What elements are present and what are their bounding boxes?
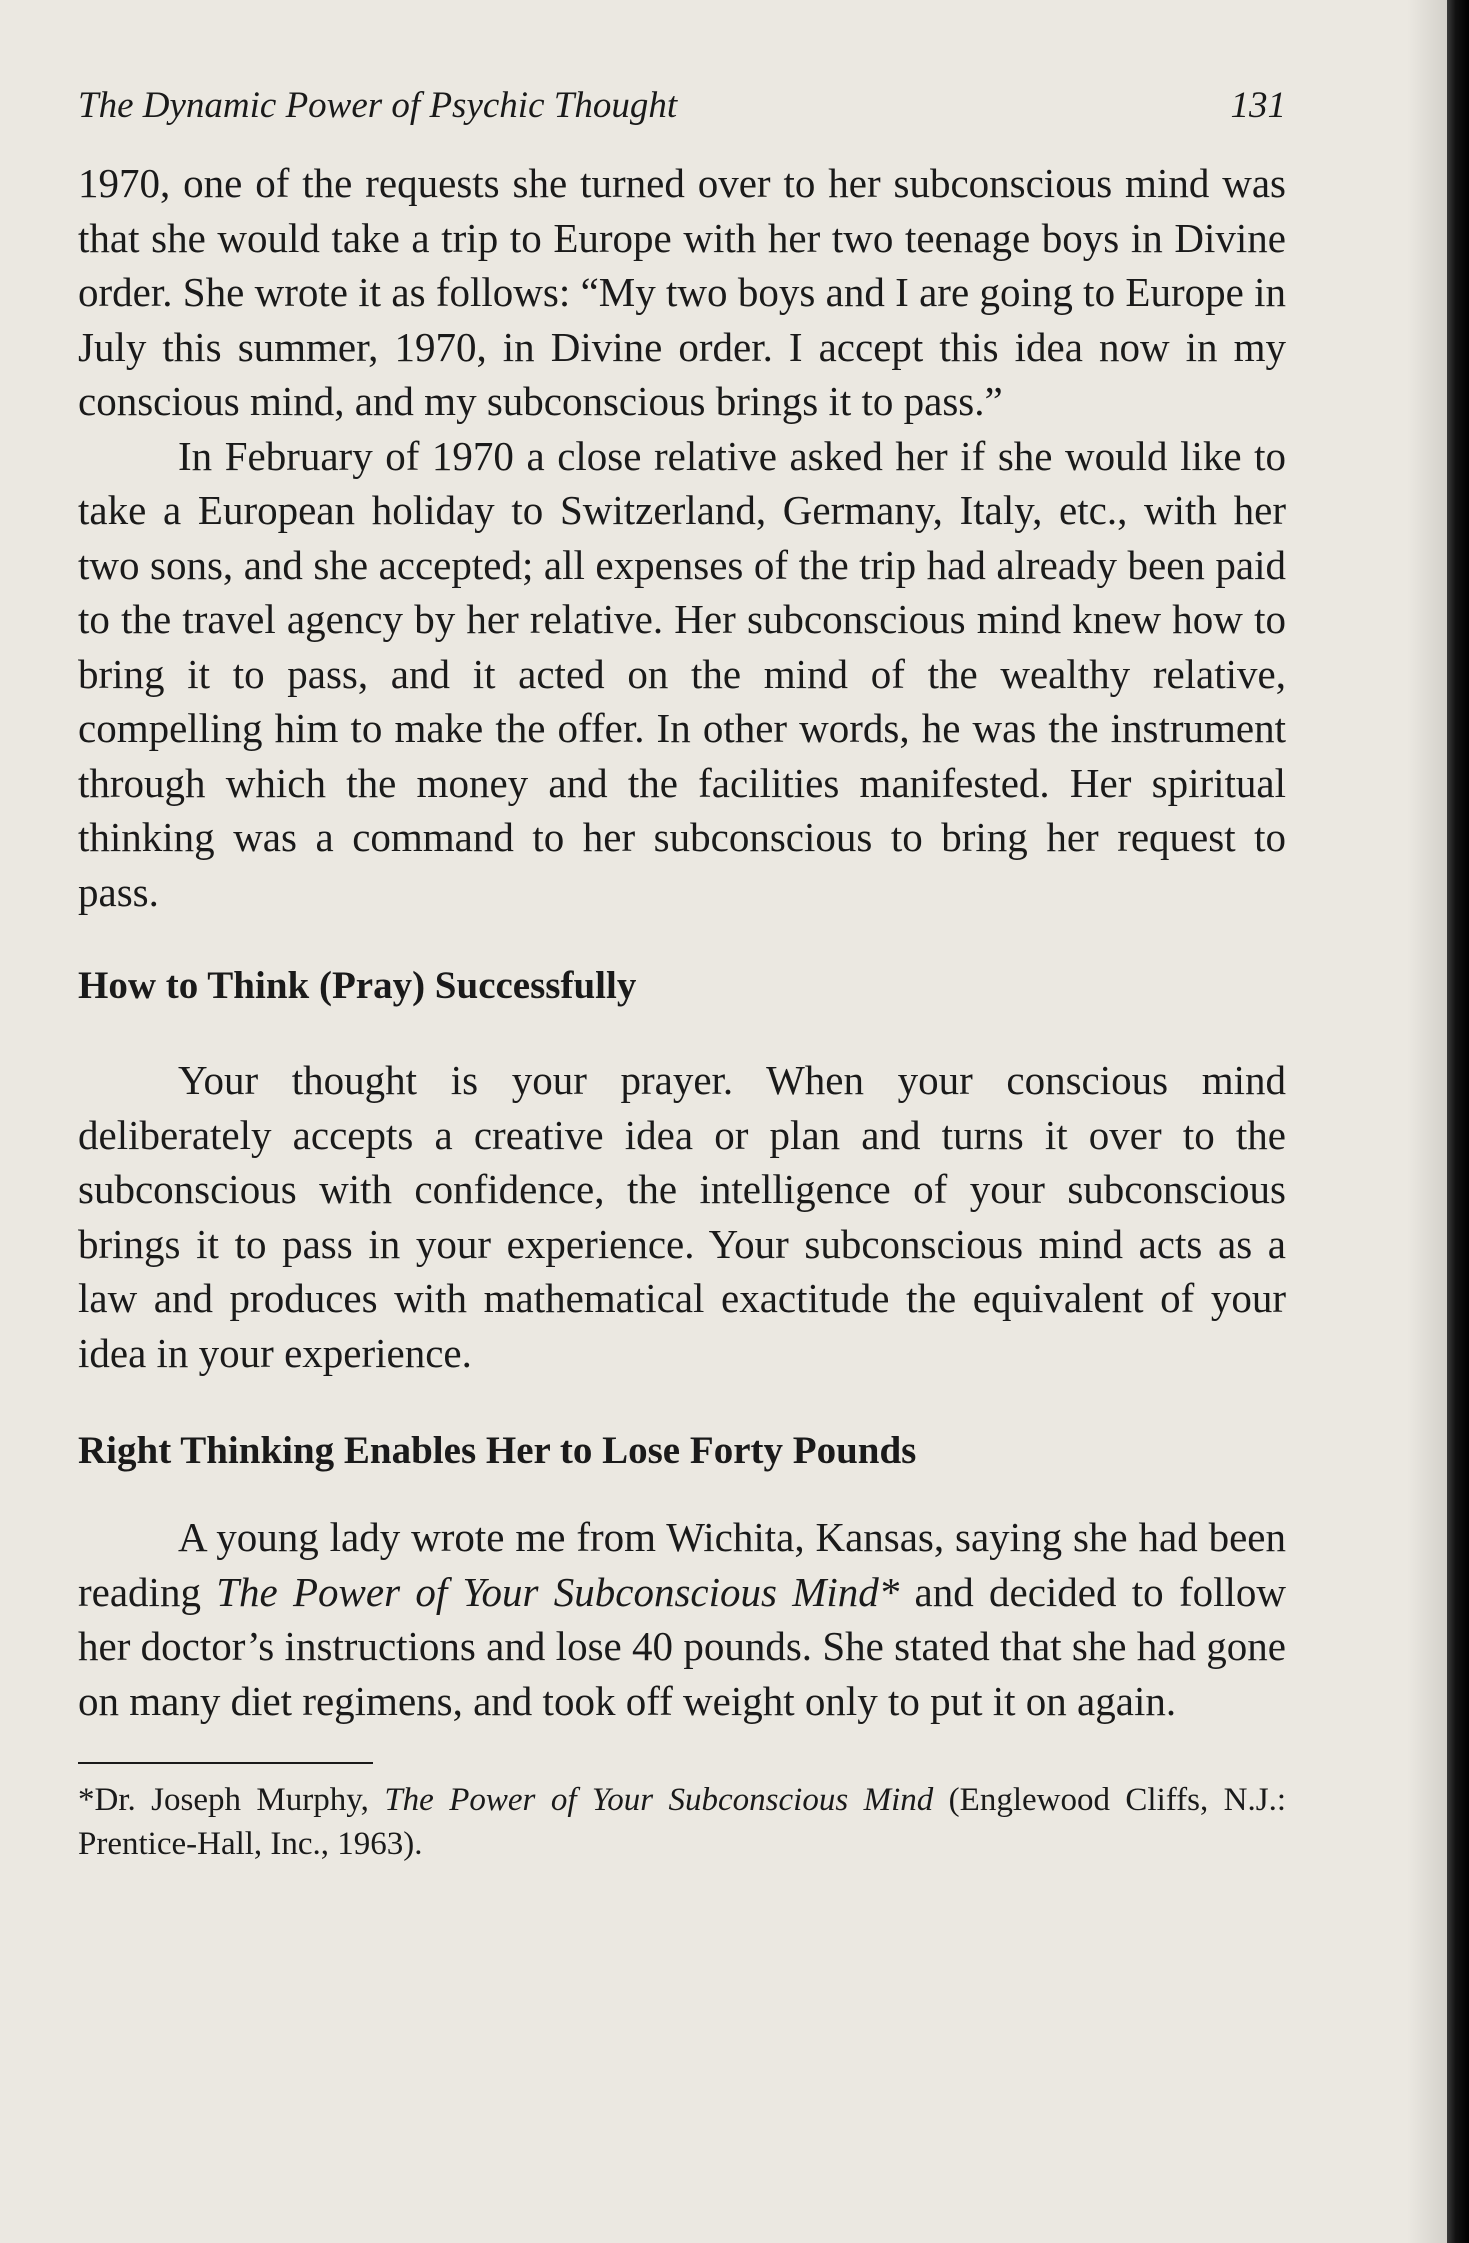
paragraph-text-start: A young lady wrote me from Wichita, Kansas, saying she had been reading bbox=[78, 1514, 1286, 1615]
footnote-book-title: The Power of Your Subconscious Mind bbox=[384, 1782, 934, 1818]
paragraph-european-holiday: In February of 1970 a close relative asked her if she would like to take a European holiday to Switzerland, Germany, Italy, etc., with her two sons, and she accepted; all expenses of the trip had already been paid to the travel agency by her relative. Her subconscious mind knew how to bring it to pass, and it acted on the mind of the wealthy relative, compelling him to make the offer. In other words, he was the instrument through which the money and the facilities manifested. Her spiritual thinking was a command to her subconscious to bring her request to pass. bbox=[78, 432, 1286, 915]
footnote-divider bbox=[78, 1762, 373, 1764]
running-title: The Dynamic Power of Psychic Thought bbox=[78, 85, 678, 126]
book-title: The Power of Your Subconscious Mind bbox=[216, 1568, 879, 1615]
footnote bbox=[78, 1778, 1286, 1866]
section-heading-think-successfully: How to Think (Pray) Successfully bbox=[78, 964, 637, 1007]
paragraph-text-end: and decided to follow her doctor’s instructions and lose 40 pounds. She stated that she had gone on many diet regimens, and took off weight only to put it on again. bbox=[78, 1568, 1286, 1724]
footnote-rest: (Englewood Cliffs, N.J.: Prentice-Hall, Inc., 1963). bbox=[78, 1782, 1286, 1862]
footnote-marker: * bbox=[878, 1568, 900, 1615]
paragraph-thought-is-prayer: Your thought is your prayer. When your conscious mind deliberately accepts a creative idea or plan and turns it over to the subconscious with confidence, the intelligence of your subconscious brings it to pass in your experience. Your subconscious mind acts as a law and produces with mathematical exactitude the equivalent of your idea in your experience. bbox=[78, 1057, 1286, 1376]
running-head bbox=[78, 84, 1286, 144]
page-shadow bbox=[1407, 0, 1447, 2243]
book-page bbox=[78, 84, 1286, 1866]
page-number: 131 bbox=[1230, 85, 1286, 126]
paragraph-europe-request: 1970, one of the requests she turned over to her subconscious mind was that she would take a trip to Europe with her two teenage boys in Divine order. She wrote it as follows: “My two boys and I are going to Europe in July this summer, 1970, in Divine order. I accept this idea now in my conscious mind, and my subconscious brings it to pass.” bbox=[78, 160, 1286, 424]
section-heading-lose-forty-pounds: Right Thinking Enables Her to Lose Forty Pounds bbox=[78, 1429, 917, 1472]
page-edge bbox=[1447, 0, 1469, 2243]
footnote-lead: *Dr. Joseph Murphy, bbox=[78, 1782, 385, 1818]
paragraph-wichita-letter bbox=[78, 1510, 1286, 1728]
